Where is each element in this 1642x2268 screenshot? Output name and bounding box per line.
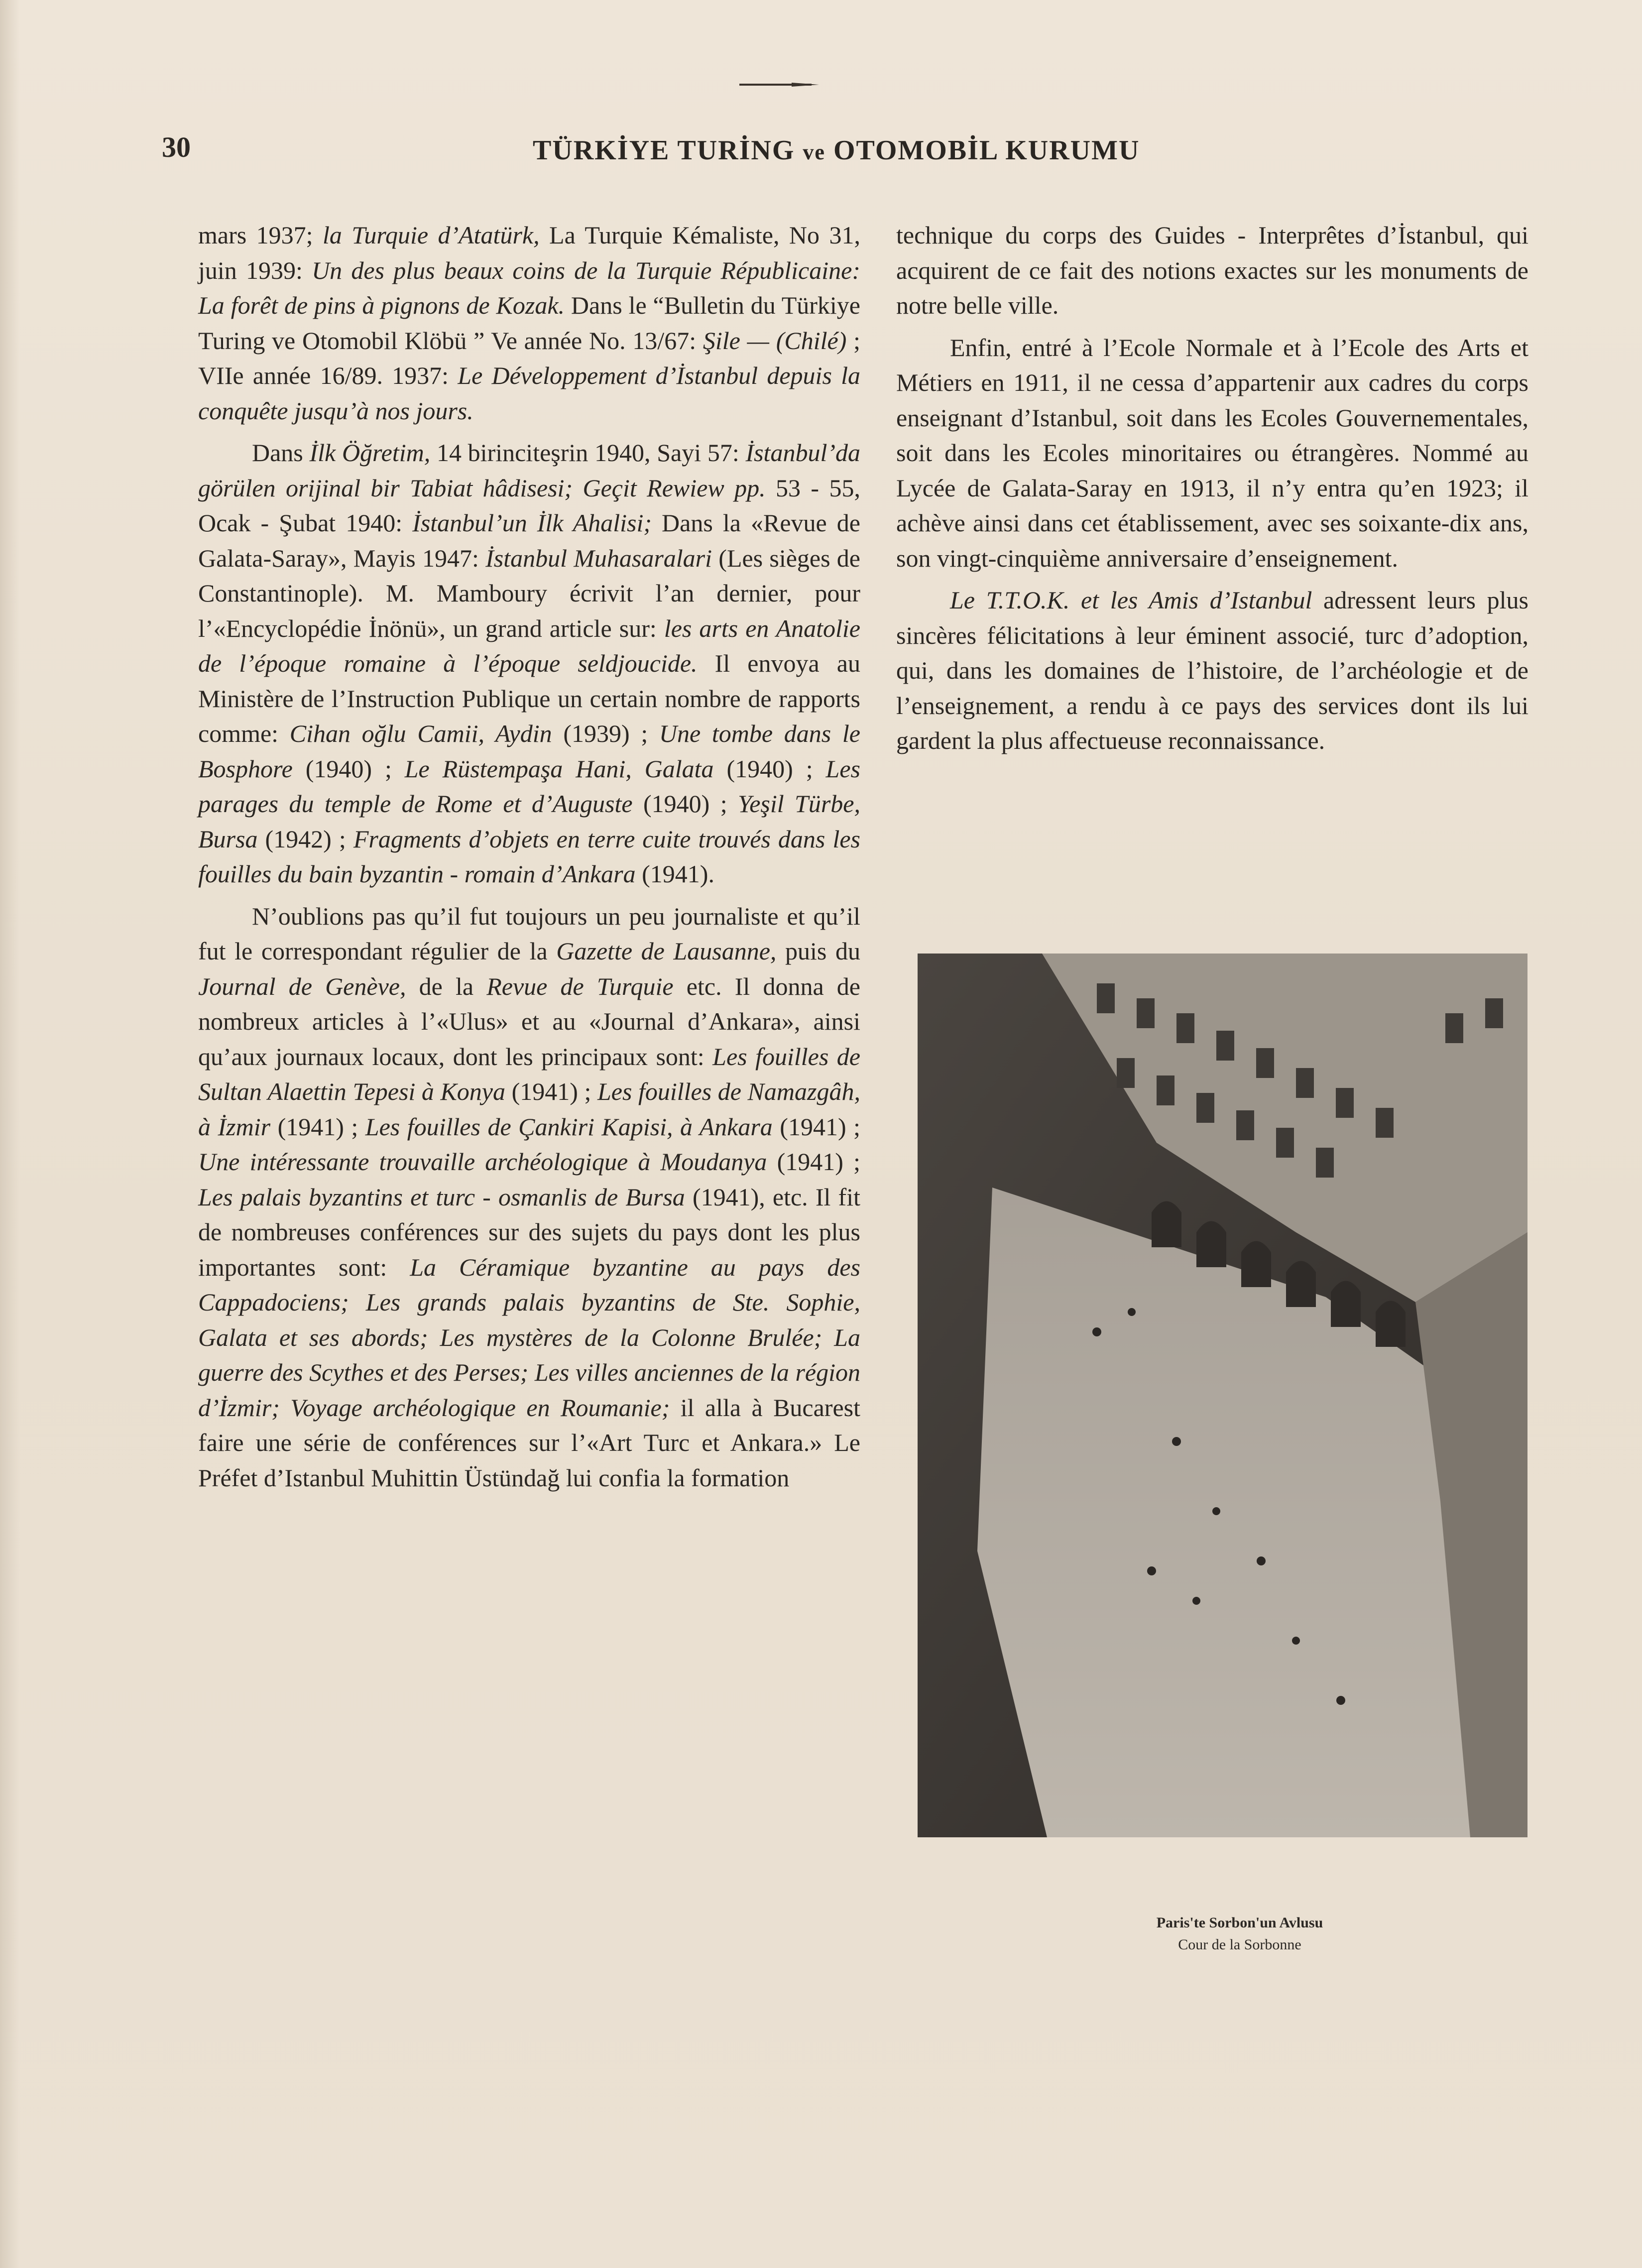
italic-run: Cihan oğlu Camii, Aydin <box>289 719 552 747</box>
italic-run: İlk Öğretim, <box>309 439 431 467</box>
text-run: (1941). <box>635 860 714 888</box>
running-header <box>533 134 1220 166</box>
left-paragraph-1 <box>198 218 860 428</box>
text-run: ; VIIe année 16/89. 1937: <box>198 326 860 389</box>
text-run: mars 1937; <box>198 221 323 249</box>
italic-run: Revue de Turquie <box>486 972 674 1000</box>
right-column <box>896 218 1528 765</box>
text-run: il alla à Bucarest faire une série de conférences sur l’«Art Turc et Ankara.» Le Préfet d’Istanbul Muhittin Üstündağ lui confia la formation <box>198 1393 860 1492</box>
right-paragraph-2: Enfin, entré à l’Ecole Normale et à l’Ecole des Arts et Métiers en 1911, il ne cessa d’appartenir aux cadres du corps enseignant d’Istanbul, soit dans les Ecoles Gouvernementales, soit dans les Ecoles minoritaires ou étrangères. Nommé au Lycée de Galata-Saray en 1913, il n’y entra qu’en 1923; il achève ainsi dans cet établissement, avec ses soixante-dix ans, son vingt-cinquième anniversaire d’enseignement. <box>896 333 1528 572</box>
text-run: (1941) ; <box>772 1112 861 1141</box>
italic-run: Le Développement d’İstanbul depuis la conquête jusqu’à nos jours. <box>198 361 860 425</box>
text-run: (Les sièges de Constantinople). M. Mamboury écrivit l’an dernier, pour l’«Encyclopédie İnönü», un grand article sur: <box>198 544 861 642</box>
page-edge-shadow <box>0 0 20 2268</box>
italic-run: Le T.T.O.K. et les Amis d’Istanbul <box>950 586 1312 614</box>
text-run: (1940) ; <box>292 754 405 783</box>
italic-run: İstanbul’da görülen orijinal bir Tabiat hâdisesi; Geçit Rewiew pp. <box>198 439 860 502</box>
header-main: TÜRKİYE TURİNG <box>533 135 795 166</box>
text-run: (1940) ; <box>632 790 738 818</box>
text-run: (1941) ; <box>505 1077 597 1105</box>
right-paragraph-1: technique du corps des Guides - Interprêtes d’İstanbul, qui acquirent de ce fait des notions exactes sur les monuments de notre belle ville. <box>896 221 1528 319</box>
photo-caption <box>1021 1912 1459 1956</box>
italic-run: Les fouilles de Çankiri Kapisi, à Ankara <box>365 1112 773 1141</box>
left-column <box>198 218 860 1502</box>
italic-run: les arts en Anatolie de l’époque romaine à l’époque seldjoucide. <box>198 614 860 677</box>
italic-run: Le Rüstempaşa Hani, Galata <box>404 754 714 783</box>
text-run: (1941) ; <box>767 1148 860 1176</box>
text-run: puis du <box>776 937 860 965</box>
text-run: N’oublions pas qu’il fut toujours un peu journaliste et qu’il fut le correspondant régulier de la <box>198 902 860 965</box>
sorbonne-courtyard-photo <box>918 954 1527 1837</box>
italic-run: Şile — (Chilé) <box>703 326 847 355</box>
text-run: (1941) ; <box>270 1112 365 1141</box>
italic-run: Les fouilles de Sultan Alaettin Tepesi à Konya <box>198 1042 860 1105</box>
italic-run: Une tombe dans le Bosphore <box>198 719 860 783</box>
italic-run: la Turquie d’Atatürk, <box>322 221 540 249</box>
text-run: (1941), etc. Il fit de nombreuses conférences sur des sujets du pays dont les plus importantes sont: <box>198 1183 860 1281</box>
italic-run: İstanbul Muhasaralari <box>485 544 712 572</box>
left-paragraph-3 <box>198 899 860 1496</box>
photo-illustration <box>918 954 1527 1837</box>
text-run: adressent leurs plus sincères félicitations à leur éminent associé, turc d’adoption, qui, dans les domaines de l’histoire, de l’archéologie et de l’enseignement, a rendu à ce pays des services dont ils lui gardent la plus affectueuse reconnaissance. <box>896 586 1528 754</box>
italic-run: Un des plus beaux coins de la Turquie Républicaine: La forêt de pins à pignons de Kozak. <box>198 256 860 319</box>
right-paragraph-3 <box>896 583 1528 758</box>
header-ornament <box>737 80 821 90</box>
text-run: Dans le “Bulletin du Türkiye Turing ve Otomobil Klöbü ” Ve année No. 13/67: <box>198 291 860 355</box>
text-run: 14 birinciteşrin 1940, Sayi 57: <box>430 439 746 467</box>
text-run: (1942) ; <box>257 825 353 853</box>
caption-french: Cour de la Sorbonne <box>1178 1936 1301 1953</box>
italic-run: Les parages du temple de Rome et d’Auguste <box>198 754 860 818</box>
italic-run: Fragments d’objets en terre cuite trouvés dans les fouilles du bain byzantin - romain d’Ankara <box>198 825 860 888</box>
italic-run: La Céramique byzantine au pays des Cappadociens; Les grands palais byzantins de Ste. Sophie, Galata et ses abords; Les mystères de la Colonne Brulée; La guerre des Scythes et des Perses; Les villes anciennes de la région d’İzmir; Voyage archéologique en Roumanie; <box>198 1253 860 1422</box>
page-number: 30 <box>162 131 191 163</box>
italic-run: Gazette de Lausanne, <box>556 937 777 965</box>
text-run: Dans la «Revue de Galata-Saray», Mayis 1947: <box>198 509 861 572</box>
italic-run: Journal de Genève, <box>198 972 406 1000</box>
italic-run: Une intéressante trouvaille archéologique à Moudanya <box>198 1148 767 1176</box>
text-run: Il envoya au Ministère de l’Instruction Publique un certain nombre de rapports comme: <box>198 649 860 747</box>
text-run: La Turquie Kémaliste, No 31, juin 1939: <box>198 221 860 284</box>
header-tail: OTOMOBİL KURUMU <box>833 135 1140 166</box>
italic-run: Yeşil Türbe, Bursa <box>198 790 860 853</box>
text-run: etc. Il donna de nombreux articles à l’«Ulus» et au «Journal d’Ankara», ainsi qu’aux journaux locaux, dont les principaux sont: <box>198 972 860 1071</box>
left-paragraph-2 <box>198 435 860 892</box>
italic-run: Les fouilles de Namazgâh, à İzmir <box>198 1077 860 1141</box>
italic-run: İstanbul’un İlk Ahalisi; <box>412 509 652 537</box>
header-ve: ve <box>803 140 825 164</box>
text-run: de la <box>406 972 487 1000</box>
text-run: (1940) ; <box>713 754 826 783</box>
text-run: Dans <box>252 439 310 467</box>
text-run: (1939) ; <box>552 719 659 747</box>
text-run: 53 - 55, Ocak - Şubat 1940: <box>198 474 860 537</box>
italic-run: Les palais byzantins et turc - osmanlis de Bursa <box>198 1183 685 1211</box>
caption-turkish: Paris'te Sorbon'un Avlusu <box>1156 1914 1323 1931</box>
